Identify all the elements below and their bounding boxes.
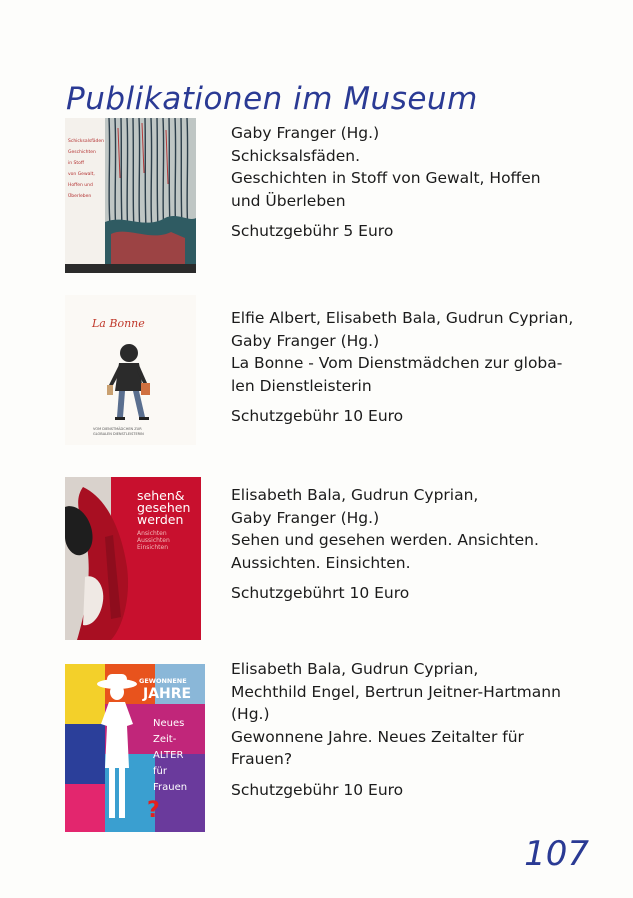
publication-details	[231, 484, 611, 605]
publication-author: Gaby Franger (Hg.)	[231, 508, 380, 527]
publication-title: Gewonnene Jahre. Neues Zeitalter für	[231, 727, 524, 746]
publication-details	[231, 307, 611, 428]
red-garment-cover-illustration	[65, 477, 201, 640]
cover-question-mark: ?	[147, 798, 160, 823]
cover-text: von Gewalt,	[68, 172, 95, 177]
publication-title: Schicksalsfäden.	[231, 146, 361, 165]
cover-text: GEWONNENE	[139, 677, 187, 685]
publication-title: Sehen und gesehen werden. Ansichten.	[231, 531, 539, 549]
cover-text: Neues	[153, 718, 185, 729]
cover-text: GLOBALEN DIENSTLEISTERIN	[93, 432, 144, 436]
cover-text: VOM DIENSTMÄDCHEN ZUR	[93, 427, 142, 431]
publication-fee: Schutzgebühr 10 Euro	[231, 780, 404, 799]
publication-author: Elisabeth Bala, Gudrun Cyprian,	[231, 486, 479, 504]
cover-title: sehen&	[137, 488, 185, 503]
cover-text: Einsichten	[137, 544, 169, 551]
publication-author: Elfie Albert, Elisabeth Bala, Gudrun Cyprian,	[231, 309, 574, 327]
cover-text: ALTER	[153, 750, 184, 761]
publication-fee: Schutzgebühr 5 Euro	[231, 222, 394, 240]
publication-author: Gaby Franger (Hg.)	[231, 124, 380, 142]
publication-title: Aussichten. Einsichten.	[231, 553, 411, 572]
publication-details	[231, 122, 611, 243]
cover-text: Frauen	[153, 782, 188, 793]
woman-silhouette-cover-illustration	[65, 664, 205, 832]
cover-title: werden	[137, 512, 184, 527]
cover-text: in Stoff	[68, 161, 85, 166]
publication-details	[231, 658, 611, 801]
cover-text: Geschichten	[68, 150, 96, 155]
cover-title: JAHRE	[143, 686, 192, 702]
tapestry-cover-illustration	[65, 118, 196, 273]
cover-title: La Bonne	[92, 317, 145, 330]
publication-author: Mechthild Engel, Bertrun Jeitner-Hartmann	[231, 682, 561, 701]
publication-title: Frauen?	[231, 750, 293, 768]
publication-author: Elisabeth Bala, Gudrun Cyprian,	[231, 660, 479, 678]
publication-author: (Hg.)	[231, 705, 270, 723]
publication-title: Geschichten in Stoff von Gewalt, Hoffen	[231, 169, 541, 187]
cover-text: Aussichten	[137, 537, 170, 544]
cover-text: für	[153, 766, 167, 777]
page-number: 107	[524, 834, 589, 874]
walking-woman-cover-illustration	[65, 295, 196, 445]
page-title: Publikationen im Museum	[66, 80, 478, 117]
cover-text: Zeit-	[153, 734, 177, 745]
cover-text: Schicksalsfäden	[68, 139, 105, 144]
cover-text: Ansichten	[137, 530, 167, 537]
cover-text: Überleben	[68, 194, 92, 199]
publication-title: len Dienstleisterin	[231, 376, 372, 395]
cover-title: gesehen	[137, 500, 191, 515]
publication-title: La Bonne - Vom Dienstmädchen zur globa-	[231, 354, 563, 372]
cover-text: Hoffen und	[68, 183, 93, 188]
publication-title: und Überleben	[231, 191, 346, 210]
publication-fee: Schutzgebührt 10 Euro	[231, 584, 410, 602]
publication-author: Gaby Franger (Hg.)	[231, 331, 380, 350]
publication-fee: Schutzgebühr 10 Euro	[231, 407, 404, 425]
